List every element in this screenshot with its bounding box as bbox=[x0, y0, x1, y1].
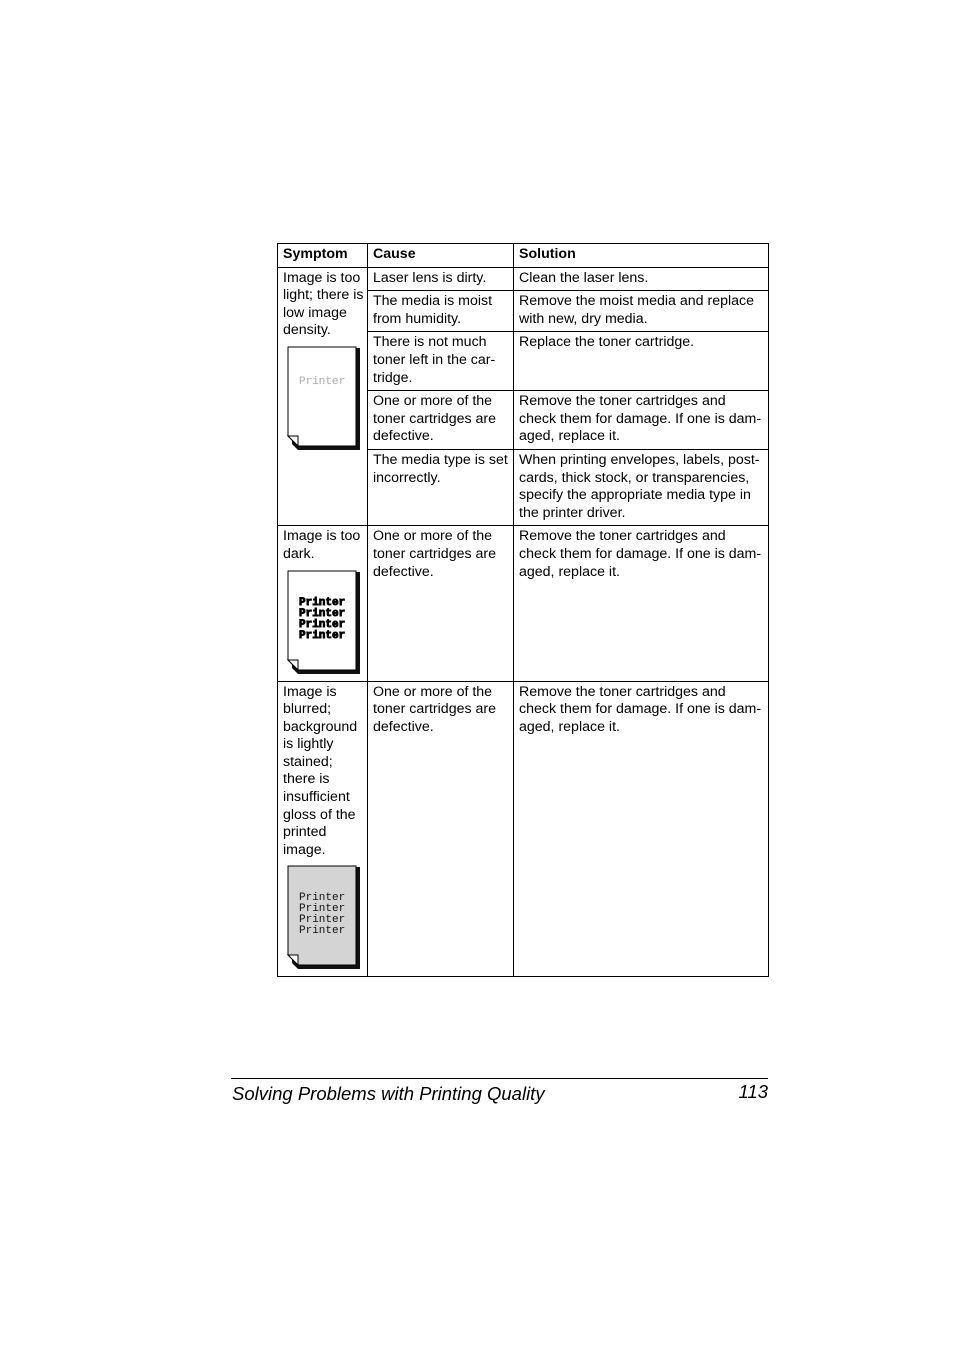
header-cause: Cause bbox=[368, 244, 514, 268]
footer-page-number: 113 bbox=[738, 1081, 768, 1102]
blurred-print-sample-text: Printer bbox=[299, 892, 346, 905]
header-solution: Solution bbox=[514, 244, 769, 268]
troubleshooting-table bbox=[277, 243, 769, 977]
solution-cell: Remove the moist media and replace with new, dry media. bbox=[514, 291, 769, 332]
cause-cell: One or more of the toner cartridges are defective. bbox=[368, 526, 514, 681]
blurred-print-sample-text: Printer bbox=[299, 925, 346, 938]
dark-print-sample-text: Printer bbox=[299, 629, 346, 642]
blurred-print-sample-text: Printer bbox=[299, 914, 346, 927]
cause-cell: One or more of the toner cartridges are defective. bbox=[368, 391, 514, 450]
cause-cell: The media is moist from humidity. bbox=[368, 291, 514, 332]
table-header-row bbox=[278, 244, 769, 268]
dark-print-sample-text: Printer bbox=[299, 618, 346, 631]
light-print-page-illustration bbox=[286, 346, 360, 450]
dark-print-sample-text: Printer bbox=[299, 596, 346, 609]
symptom-cell bbox=[278, 681, 368, 977]
solution-cell: Remove the toner cartridges and check them for damage. If one is dam-aged, replace it. bbox=[514, 526, 769, 681]
footer-section-title: Solving Problems with Printing Quality bbox=[232, 1083, 545, 1104]
cause-cell: One or more of the toner cartridges are defective. bbox=[368, 681, 514, 977]
solution-cell: Clean the laser lens. bbox=[514, 267, 769, 291]
dark-print-sample-text: Printer bbox=[299, 607, 346, 620]
symptom-text: Image is too light; there is low image density. bbox=[283, 269, 364, 339]
blurred-print-sample-text: Printer bbox=[299, 903, 346, 916]
cause-cell: There is not much toner left in the car-tridge. bbox=[368, 332, 514, 391]
solution-cell: Replace the toner cartridge. bbox=[514, 332, 769, 391]
solution-cell: When printing envelopes, labels, post-cards, thick stock, or transparencies, specify the appropriate media type in the printer driver. bbox=[514, 449, 769, 525]
blurred-print-page-illustration bbox=[286, 865, 360, 969]
table-row bbox=[278, 526, 769, 681]
header-symptom: Symptom bbox=[278, 244, 368, 268]
table-row bbox=[278, 267, 769, 291]
solution-cell: Remove the toner cartridges and check them for damage. If one is dam-aged, replace it. bbox=[514, 391, 769, 450]
cause-cell: Laser lens is dirty. bbox=[368, 267, 514, 291]
footer-divider bbox=[231, 1078, 768, 1079]
light-print-sample-text: Printer bbox=[299, 375, 346, 388]
solution-cell: Remove the toner cartridges and check them for damage. If one is dam-aged, replace it. bbox=[514, 681, 769, 977]
symptom-cell bbox=[278, 526, 368, 681]
dark-print-page-illustration bbox=[286, 570, 360, 674]
symptom-text: Image is blurred; background is lightly stained; there is insufficient gloss of the printed image. bbox=[283, 683, 358, 858]
symptom-cell bbox=[278, 267, 368, 526]
table-row bbox=[278, 681, 769, 977]
cause-cell: The media type is set incorrectly. bbox=[368, 449, 514, 525]
symptom-text: Image is too dark. bbox=[283, 528, 361, 562]
